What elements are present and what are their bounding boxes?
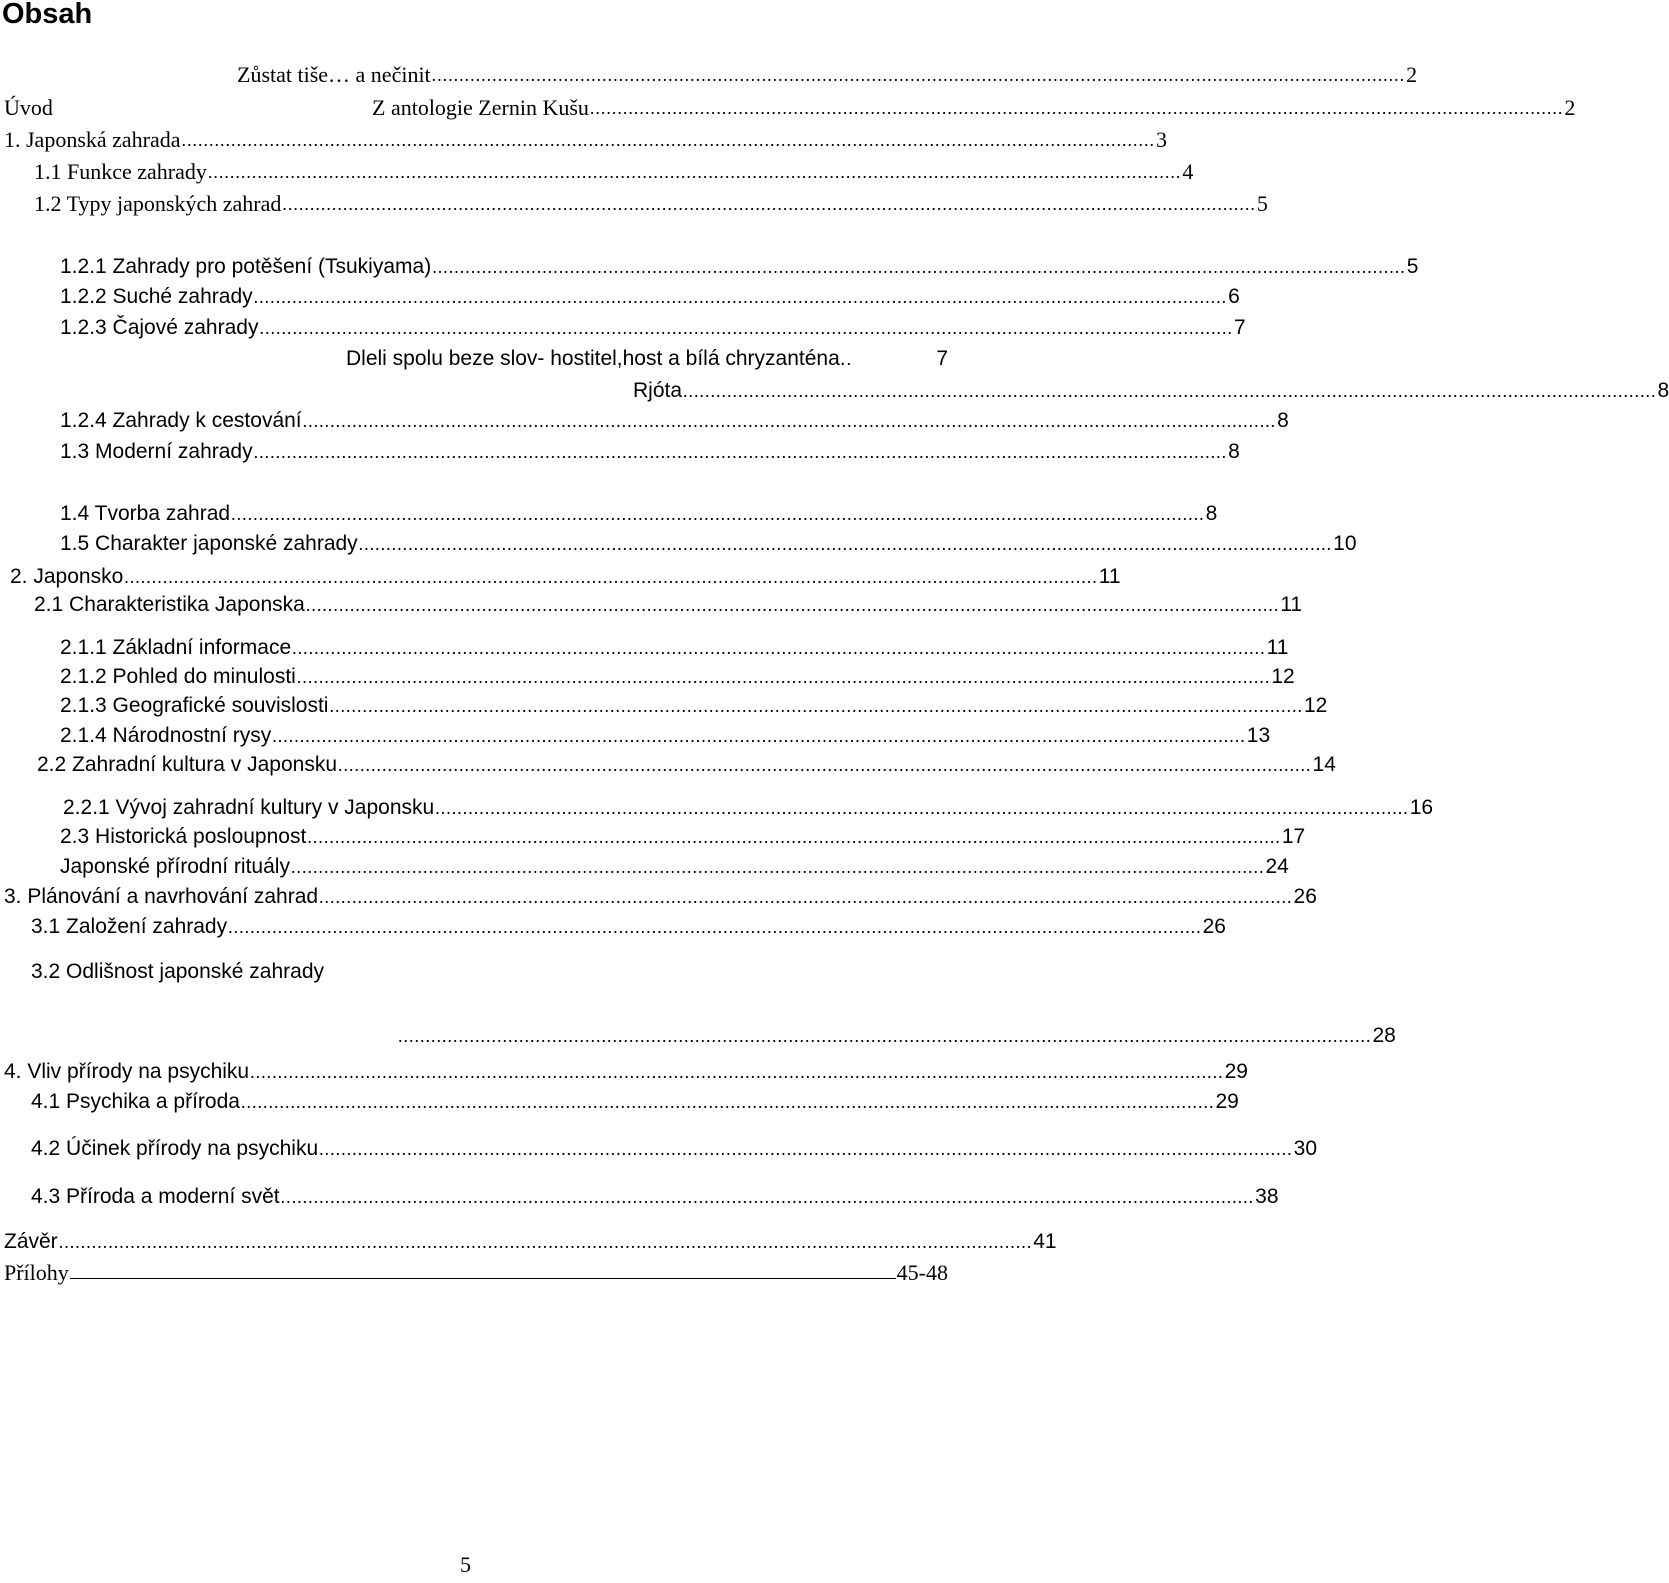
- toc-entry[interactable]: [34, 187, 1268, 217]
- toc-entry-page: 11: [1098, 565, 1121, 588]
- toc-entry-page: 7: [1233, 316, 1246, 339]
- toc-entry-page: 12: [1303, 694, 1328, 717]
- toc-entry-page: 8: [1228, 440, 1240, 463]
- toc-entry-label: 4.1 Psychika a příroda: [31, 1090, 240, 1113]
- toc-heading: Obsah: [2, 0, 93, 30]
- toc-entry[interactable]: [60, 435, 1240, 465]
- toc-entry[interactable]: [31, 1180, 1279, 1210]
- toc-entry-label: 1.2.3 Čajové zahrady: [60, 316, 259, 339]
- toc-leader: .................................................................................................................................................................................: [280, 1187, 1255, 1207]
- toc-leader: .................................................................................................................................................................................: [398, 1026, 1372, 1046]
- toc-leader: .................................................................................................................................................................................: [338, 755, 1312, 775]
- toc-entry[interactable]: [633, 374, 1669, 404]
- toc-entry[interactable]: [63, 791, 1434, 821]
- toc-entry-page: 8: [1205, 502, 1218, 525]
- toc-leader: .................................................................................................................................................................................: [358, 534, 1333, 554]
- toc-leader: .: [846, 349, 853, 369]
- toc-entry[interactable]: [37, 748, 1336, 778]
- toc-entry[interactable]: [60, 660, 1295, 690]
- toc-leader: .................................................................................................................................................................................: [589, 98, 1564, 118]
- toc-entry[interactable]: [60, 689, 1328, 719]
- toc-entry-label: 1.2 Typy japonských zahrad: [34, 191, 282, 216]
- toc-entry[interactable]: [31, 1132, 1317, 1162]
- toc-leader: .................................................................................................................................................................................: [435, 798, 1409, 818]
- toc-entry[interactable]: [31, 1085, 1239, 1115]
- toc-entry-label: Z antologie Zernin Kušu: [372, 95, 589, 120]
- toc-entry[interactable]: [10, 560, 1121, 590]
- toc-entry-label: 4.2 Účinek přírody na psychiku: [31, 1137, 319, 1160]
- toc-leader: .................................................................................................................................................................................: [228, 917, 1202, 937]
- toc-leader: .................................................................................................................................................................................: [432, 257, 1406, 277]
- toc-entry-page: 12: [1271, 665, 1295, 688]
- toc-leader: .................................................................................................................................................................................: [319, 1139, 1293, 1159]
- toc-entry-label: 2.1 Charakteristika Japonska: [34, 593, 305, 616]
- toc-entry-page: 29: [1224, 1060, 1248, 1083]
- toc-entry[interactable]: [34, 588, 1303, 618]
- toc-leader: .................................................................................................................................................................................: [272, 726, 1246, 746]
- toc-entry-label: 1.3 Moderní zahrady: [60, 440, 253, 463]
- toc-entry[interactable]: [60, 527, 1357, 557]
- toc-entry-label: 1.2.2 Suché zahrady: [60, 285, 253, 308]
- toc-entry-label: 2.1.2 Pohled do minulosti: [60, 665, 296, 688]
- toc-entry[interactable]: [60, 404, 1289, 434]
- toc-entry[interactable]: [397, 1019, 1396, 1049]
- toc-entry[interactable]: [60, 850, 1289, 880]
- toc-entry-page: 8: [1657, 379, 1669, 402]
- toc-entry-label: 2. Japonsko: [10, 565, 124, 588]
- toc-leader: .................................................................................................................................................................................: [302, 411, 1277, 431]
- toc-leader: .................................................................................................................................................................................: [296, 667, 1271, 687]
- toc-entry-page: 41: [1033, 1230, 1057, 1253]
- toc-entry-page: 29: [1215, 1090, 1239, 1113]
- toc-leader: .................................................................................................................................................................................: [253, 442, 1228, 462]
- toc-leader: .................................................................................................................................................................................: [259, 318, 1233, 338]
- toc-entry-page: 14: [1312, 753, 1336, 776]
- toc-entry-page: 30: [1293, 1137, 1317, 1160]
- toc-entry[interactable]: [60, 719, 1271, 749]
- toc-entry-page: 24: [1265, 855, 1289, 878]
- toc-entry-label: 2.1.4 Národnostní rysy: [60, 724, 272, 747]
- toc-leader: .................................................................................................................................................................................: [240, 1092, 1215, 1112]
- toc-entry-label: Závěr: [4, 1230, 58, 1253]
- toc-entry[interactable]: [60, 497, 1218, 527]
- toc-leader: .................................................................................................................................................................................: [290, 857, 1265, 877]
- toc-entry[interactable]: [237, 58, 1418, 88]
- toc-leader: .................................................................................................................................................................................: [282, 194, 1256, 214]
- toc-leader: .................................................................................................................................................................................: [683, 381, 1657, 401]
- toc-entry[interactable]: [34, 155, 1194, 185]
- toc-leader: .................................................................................................................................................................................: [231, 504, 1205, 524]
- toc-entry-label: 1. Japonská zahrada: [4, 127, 181, 152]
- toc-entry[interactable]: [4, 123, 1168, 153]
- toc-entry-page: 4: [1182, 159, 1194, 184]
- toc-entry-label: 2.1.1 Základní informace: [60, 636, 292, 659]
- toc-entry-page: 13: [1246, 724, 1271, 747]
- toc-entry-label: 3. Plánování a navrhování zahrad: [4, 885, 319, 908]
- toc-entry-page: 6: [1228, 285, 1240, 308]
- toc-entry-page: 7: [936, 347, 948, 370]
- toc-leader: .................................................................................................................................................................................: [253, 287, 1228, 307]
- toc-entry-page: 26: [1293, 885, 1317, 908]
- toc-entry[interactable]: [60, 311, 1246, 341]
- toc-entry-page: 5: [1256, 191, 1268, 216]
- toc-entry-label: Japonské přírodní rituály: [60, 855, 290, 878]
- toc-entry[interactable]: [60, 280, 1240, 310]
- toc-entry-label: Zůstat tiše… a nečinit: [237, 62, 431, 87]
- toc-entry[interactable]: [4, 1225, 1057, 1255]
- toc-entry[interactable]: [31, 955, 324, 985]
- toc-entry-page: 2: [1406, 62, 1418, 87]
- toc-entry-label: Úvod: [4, 95, 53, 120]
- toc-entry[interactable]: [372, 91, 1576, 121]
- toc-entry-label: Dleli spolu beze slov- hostitel,host a bílá chryzanténa.: [346, 347, 846, 370]
- toc-entry-page: 8: [1277, 409, 1289, 432]
- toc-entry-page: 38: [1255, 1185, 1279, 1208]
- toc-entry-page: 45-48: [896, 1260, 948, 1285]
- toc-leader: .................................................................................................................................................................................: [305, 595, 1280, 615]
- toc-entry[interactable]: [31, 910, 1226, 940]
- toc-entry-label: 1.4 Tvorba zahrad: [60, 502, 231, 525]
- toc-leader: .................................................................................................................................................................................: [329, 696, 1303, 716]
- toc-entry-page: 3: [1156, 127, 1168, 152]
- toc-entry-label: 3.1 Založení zahrady: [31, 915, 228, 938]
- toc-entry-page: 2: [1564, 95, 1576, 120]
- toc-entry-page: 5: [1406, 255, 1419, 278]
- toc-entry[interactable]: [4, 1256, 948, 1286]
- toc-entry[interactable]: [4, 91, 53, 121]
- page-number: 5: [460, 1552, 471, 1577]
- toc-entry[interactable]: [60, 250, 1419, 280]
- toc-entry[interactable]: [346, 342, 948, 372]
- toc-entry-label: 2.2 Zahradní kultura v Japonsku: [37, 753, 338, 776]
- toc-leader: .................................................................................................................................................................................: [431, 65, 1406, 85]
- toc-entry-label: 1.2.4 Zahrady k cestování: [60, 409, 302, 432]
- toc-entry-label: 4. Vliv přírody na psychiku: [4, 1060, 250, 1083]
- toc-leader: .................................................................................................................................................................................: [319, 887, 1293, 907]
- toc-entry-label: 2.2.1 Vývoj zahradní kultury v Japonsku: [63, 796, 435, 819]
- toc-leader: [70, 1277, 896, 1279]
- toc-entry-label: Rjóta: [633, 379, 683, 402]
- toc-entry-label: 2.1.3 Geografické souvislosti: [60, 694, 329, 717]
- toc-leader: .................................................................................................................................................................................: [124, 567, 1098, 587]
- toc-entry-label: 4.3 Příroda a moderní svět: [31, 1185, 280, 1208]
- toc-leader: .................................................................................................................................................................................: [181, 130, 1156, 150]
- toc-entry-page: 11: [1266, 636, 1289, 659]
- toc-entry[interactable]: [4, 880, 1317, 910]
- toc-leader: .................................................................................................................................................................................: [250, 1062, 1224, 1082]
- toc-entry[interactable]: [60, 820, 1306, 850]
- toc-leader: .................................................................................................................................................................................: [307, 827, 1281, 847]
- toc-entry-page: 16: [1409, 796, 1434, 819]
- toc-entry-label: 1.1 Funkce zahrady: [34, 159, 207, 184]
- toc-entry-page: 10: [1333, 532, 1357, 555]
- toc-entry-page: 17: [1281, 825, 1306, 848]
- toc-entry-label: 3.2 Odlišnost japonské zahrady: [31, 960, 325, 983]
- toc-entry-page: 28: [1372, 1024, 1396, 1047]
- toc-leader: .................................................................................................................................................................................: [207, 162, 1182, 182]
- toc-leader: .................................................................................................................................................................................: [292, 638, 1266, 658]
- toc-entry-label: 2.3 Historická posloupnost: [60, 825, 307, 848]
- toc-leader: .................................................................................................................................................................................: [58, 1232, 1033, 1252]
- toc-entry[interactable]: [60, 631, 1289, 661]
- toc-entry-label: 1.5 Charakter japonské zahrady: [60, 532, 358, 555]
- toc-entry-page: 11: [1280, 593, 1303, 616]
- toc-entry-label: Přílohy: [4, 1260, 69, 1285]
- toc-entry-page: 26: [1202, 915, 1226, 938]
- toc-entry[interactable]: [4, 1055, 1248, 1085]
- toc-entry-label: 1.2.1 Zahrady pro potěšení (Tsukiyama): [60, 255, 432, 278]
